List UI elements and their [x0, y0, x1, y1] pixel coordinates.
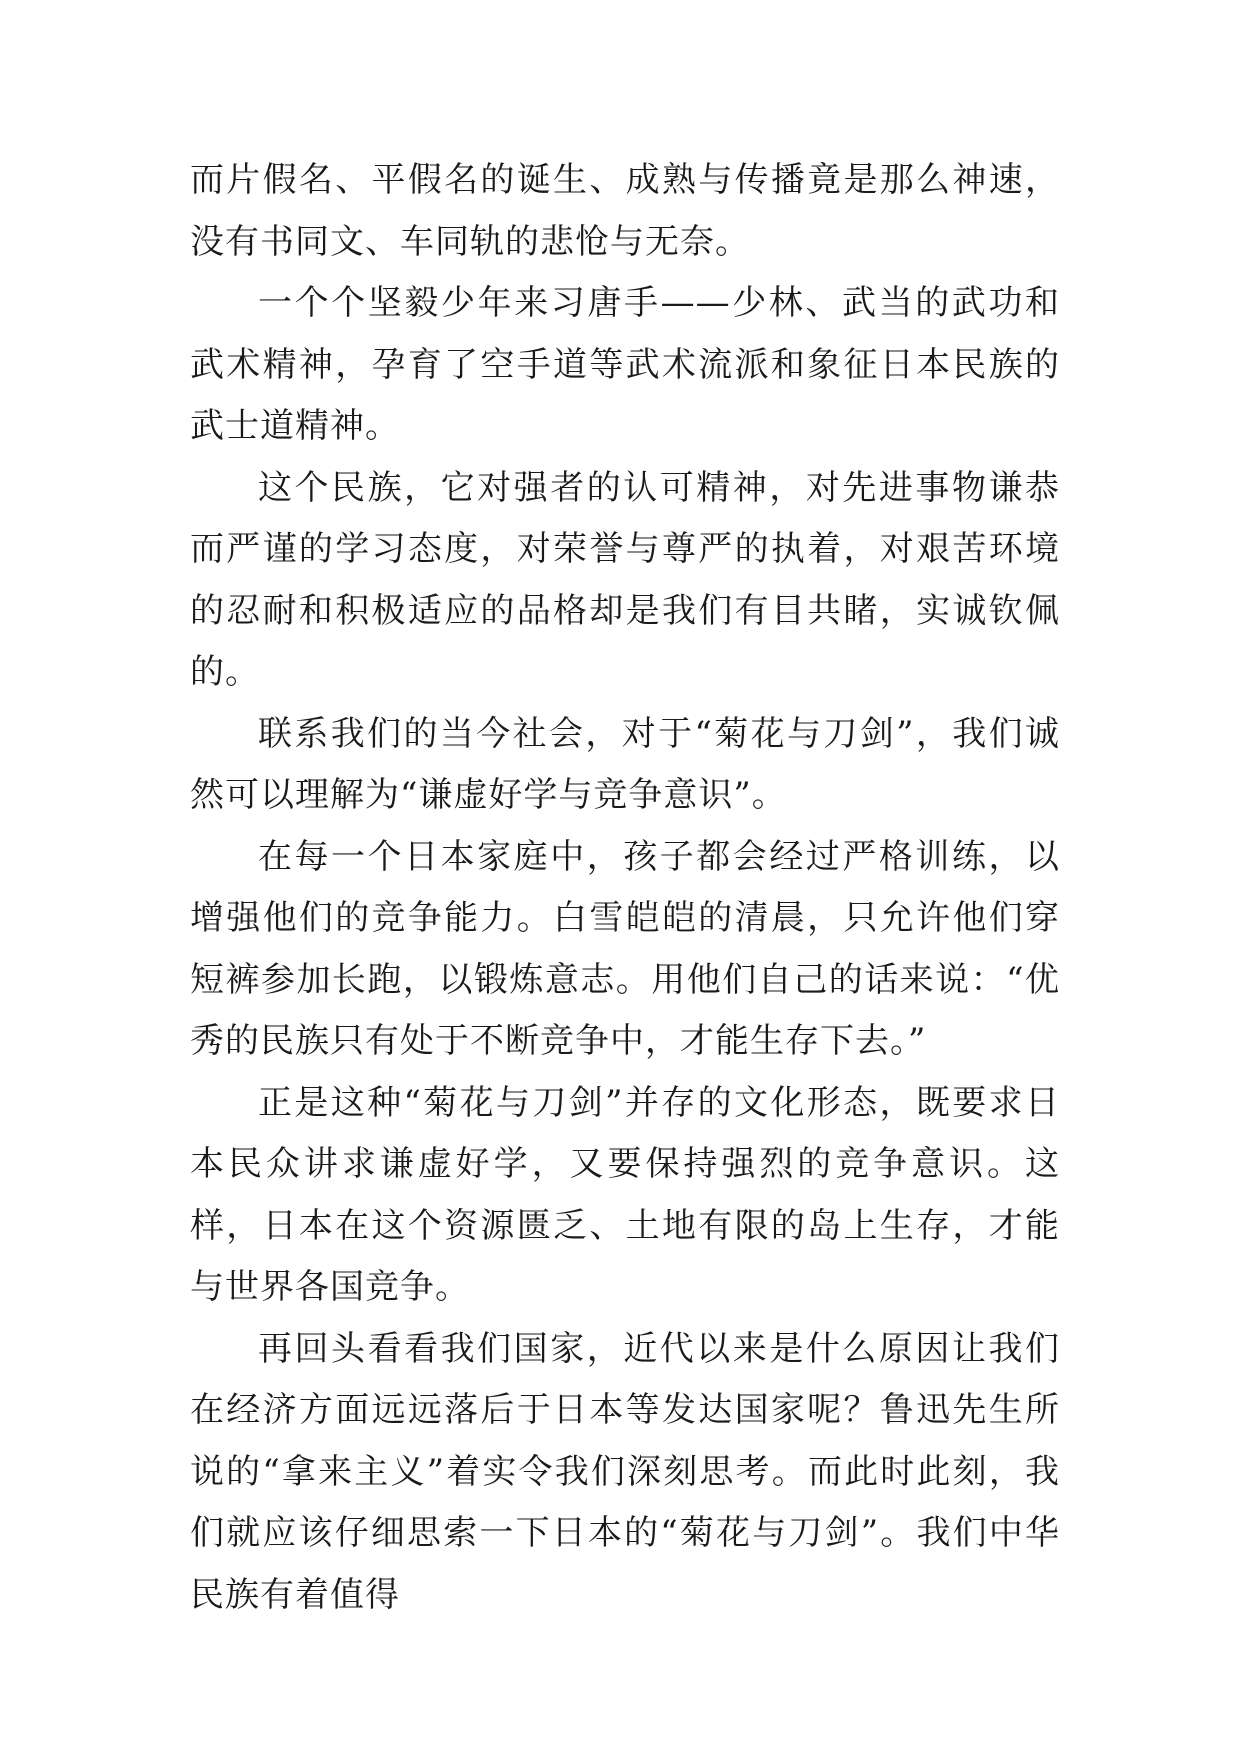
- paragraph-continuation: 而片假名、平假名的诞生、成熟与传播竟是那么神速，没有书同文、车同轨的悲怆与无奈。: [190, 160, 1060, 262]
- paragraph: 这个民族，它对强者的认可精神，对先进事物谦恭而严谨的学习态度，对荣誉与尊严的执着，对艰苦环境的忍耐和积极适应的品格却是我们有目共睹，实诚钦佩的。: [190, 467, 1060, 692]
- paragraph: 一个个坚毅少年来习唐手——少林、武当的武功和武术精神，孕育了空手道等武术流派和象征日本民族的武士道精神。: [190, 283, 1060, 446]
- paragraph: 正是这种“菊花与刀剑”并存的文化形态，既要求日本民众讲求谦虚好学，又要保持强烈的竞争意识。这样，日本在这个资源匮乏、土地有限的岛上生存，才能与世界各国竞争。: [190, 1082, 1060, 1307]
- paragraph: 再回头看看我们国家，近代以来是什么原因让我们在经济方面远远落后于日本等发达国家呢？鲁迅先生所说的“拿来主义”着实令我们深刻思考。而此时此刻，我们就应该仔细思索一下日本的“菊花与刀剑”。我们中华民族有着值得: [190, 1328, 1060, 1615]
- paragraph: 联系我们的当今社会，对于“菊花与刀剑”，我们诚然可以理解为“谦虚好学与竞争意识”。: [190, 713, 1060, 815]
- paragraph: 在每一个日本家庭中，孩子都会经过严格训练，以增强他们的竞争能力。白雪皑皑的清晨，只允许他们穿短裤参加长跑，以锻炼意志。用他们自己的话来说：“优秀的民族只有处于不断竞争中，才能生存下去。”: [190, 836, 1060, 1061]
- document-body: [190, 150, 1060, 1626]
